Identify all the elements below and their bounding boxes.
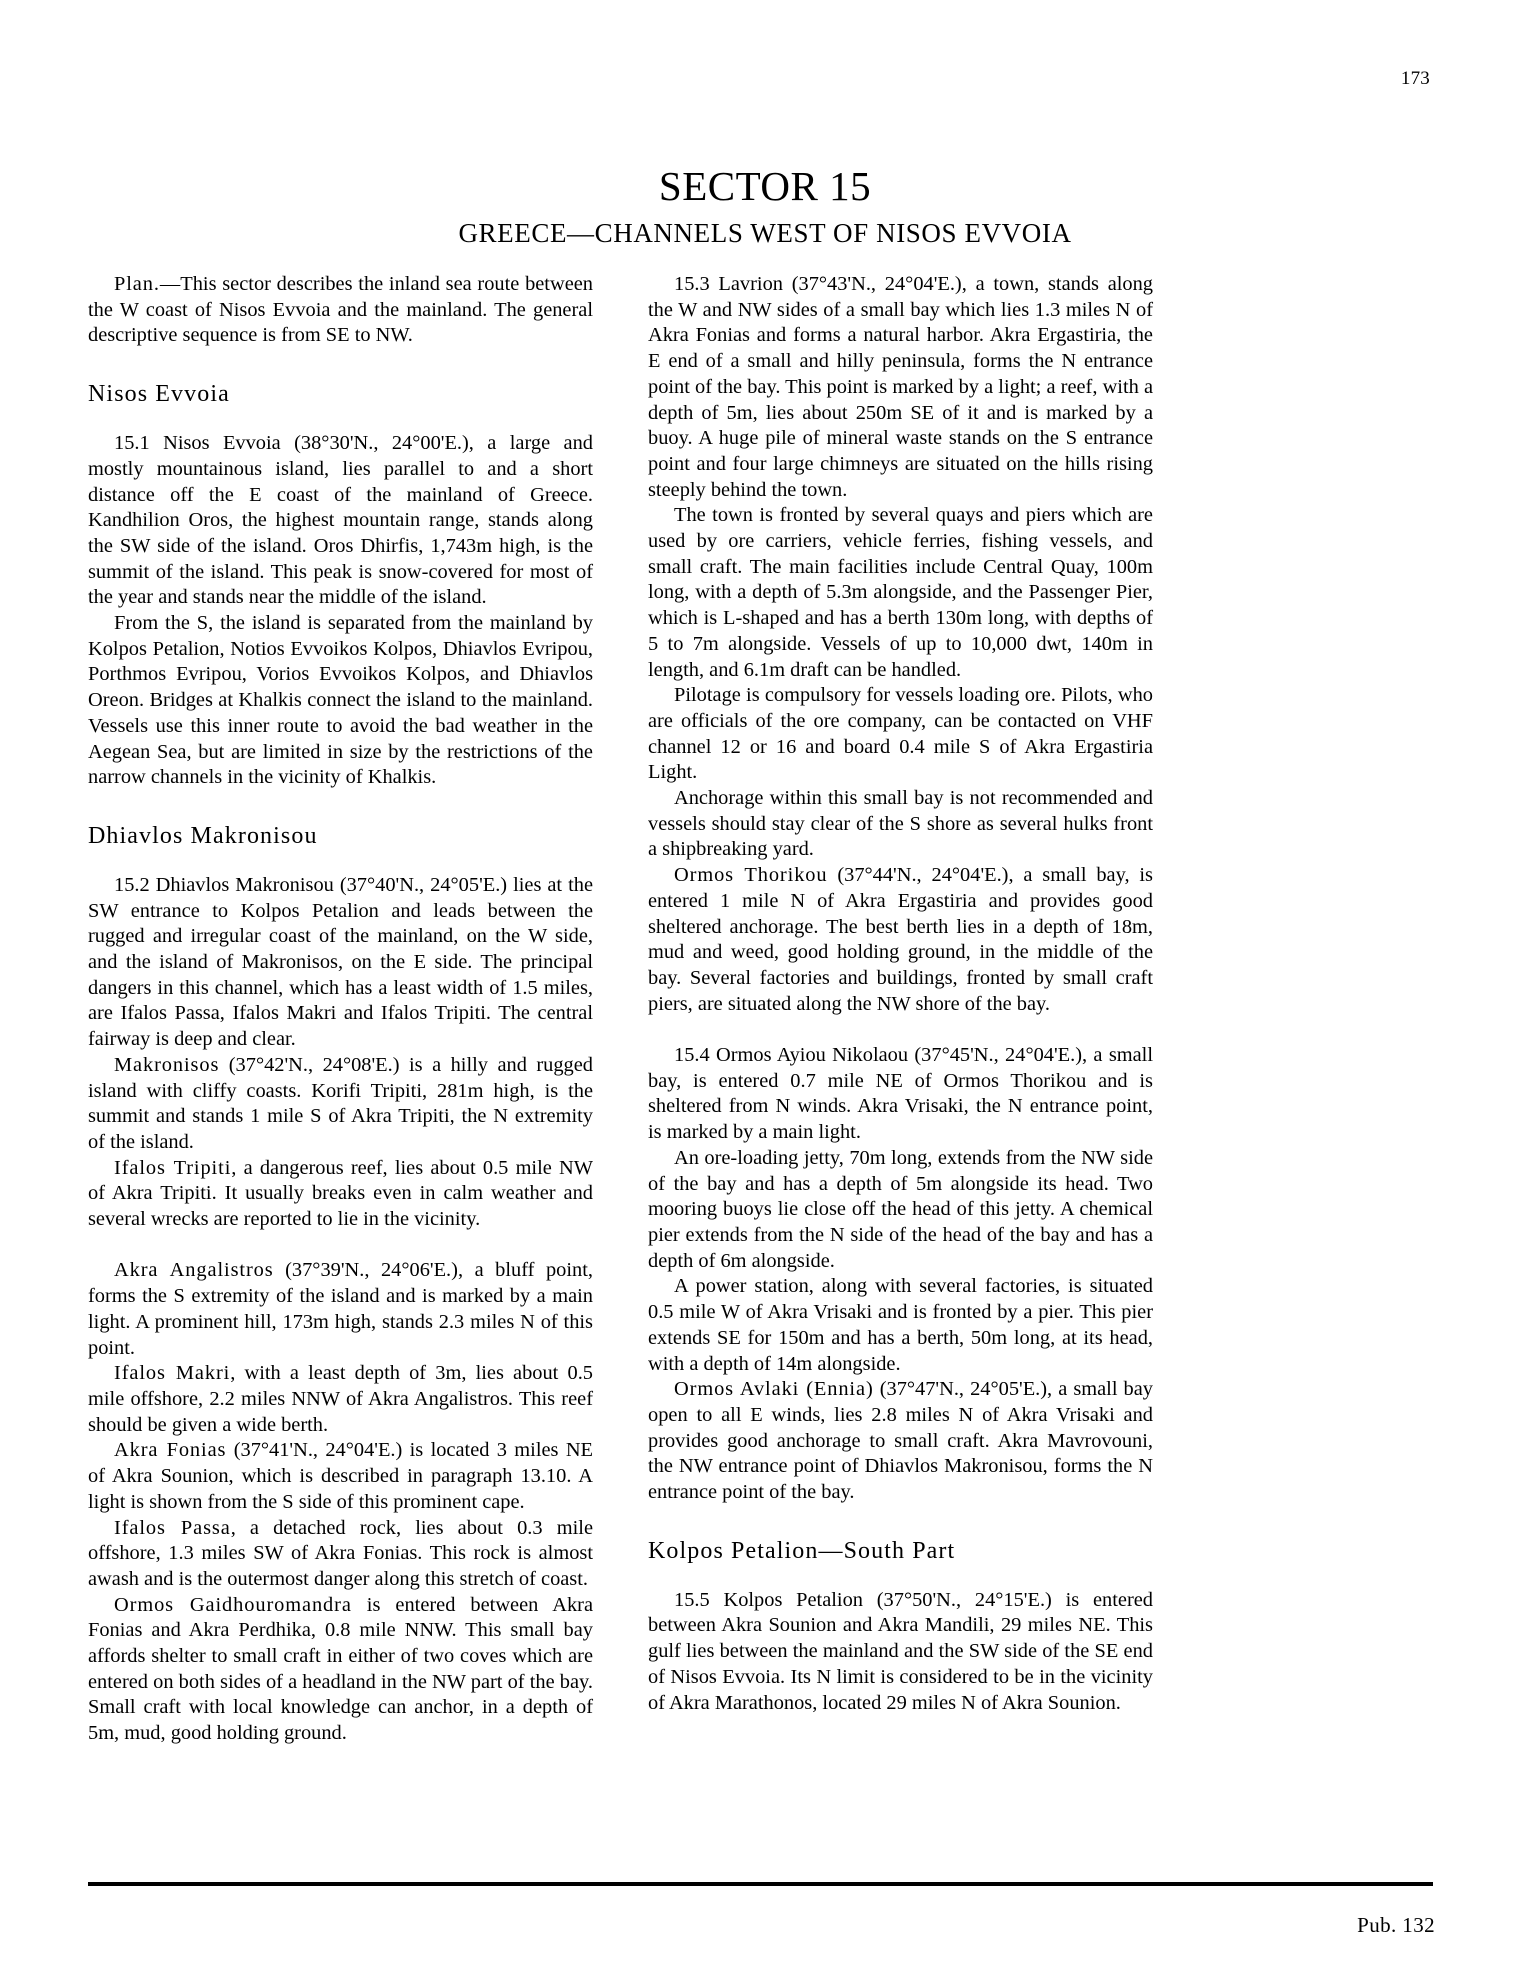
ormos-gaidhouromandra-text: is entered between Akra Fonias and Akra Perdhika, 0.8 mile NNW. This small bay affords shelter to small craft in either of two coves which are entered on both sides of a headland in the NW part of the bay. Small craft with local knowledge can anchor, in a depth of 5m, mud, good holding ground. [88, 1593, 593, 1745]
ifalos-passa-lead: Ifalos Passa [114, 1516, 231, 1539]
ormos-avlaki-text: (37°47'N., 24°05'E.), a small bay open to all E winds, lies 2.8 miles N of Akra Vrisaki and provides good anchorage to small craft. Akra Mavrovouni, the NW entrance point of Dhiavlos Makronisou, forms the N entrance point of the bay. [648, 1378, 1154, 1504]
paragraph-anchorage: Anchorage within this small bay is not recommended and vessels should stay clear of the S shore as several hulks front a shipbreaking yard. [648, 787, 1153, 861]
ormos-thorikou-lead: Ormos Thorikou [674, 864, 828, 887]
right-column [648, 272, 1153, 1872]
paragraph-akra-fonias [88, 1438, 593, 1515]
paragraph-ormos-gaidhouromandra [88, 1593, 593, 1747]
akra-fonias-text: (37°41'N., 24°04'E.) is located 3 miles NE of Akra Sounion, which is described in paragraph 13.10. A light is shown from the S side of this prominent cape. [88, 1439, 593, 1513]
paragraph-15-4: 15.4 Ormos Ayiou Nikolaou (37°45'N., 24°04'E.), a small bay, is entered 0.7 mile NE of Ormos Thorikou and is sheltered from N winds. Akra Vrisaki, the N entrance point, is marked by a main light. [648, 1044, 1153, 1144]
makronisos-text: (37°42'N., 24°08'E.) is a hilly and rugged island with cliffy coasts. Korifi Tripiti, 281m high, is the summit and stands 1 mile S of Akra Tripiti, the N extremity of the island. [88, 1053, 593, 1153]
paragraph-ormos-thorikou [648, 863, 1153, 1017]
paragraph-ifalos-makri [88, 1361, 593, 1438]
paragraph-power-station: A power station, along with several factories, is situated 0.5 mile W of Akra Vrisaki and is fronted by a pier. This pier extends SE for 150m and has a berth, 50m long, at its head, with a depth of 14m alongside. [648, 1275, 1153, 1375]
paragraph-ormos-avlaki [648, 1377, 1153, 1506]
paragraph-15-3: 15.3 Lavrion (37°43'N., 24°04'E.), a town, stands along the W and NW sides of a small bay which lies 1.3 miles N of Akra Fonias and forms a natural harbor. Akra Ergastiria, the E end of a small and hilly peninsula, forms the N entrance point of the bay. This point is marked by a light; a reef, with a depth of 5m, lies about 250m SE of it and is marked by a buoy. A huge pile of mineral waste stands on the S entrance point and four large chimneys are situated on the hills rising steeply behind the town. [648, 273, 1153, 501]
heading-nisos-evvoia: Nisos Evvoia [88, 381, 230, 408]
akra-fonias-lead: Akra Fonias [114, 1439, 227, 1462]
paragraph-akra-angalistros [88, 1258, 593, 1361]
ormos-thorikou-text: (37°44'N., 24°04'E.), a small bay, is entered 1 mile N of Akra Ergastiria and provides good sheltered anchorage. The best berth lies in a depth of 18m, mud and weed, good holding ground, in the middle of the bay. Several factories and buildings, fronted by small craft piers, are situated along the NW shore of the bay. [648, 864, 1153, 1015]
paragraph-15-1: 15.1 Nisos Evvoia (38°30'N., 24°00'E.), a large and mostly mountainous island, lies parallel to and a short distance off the E coast of the mainland of Greece. Kandhilion Oros, the highest mountain range, stands along the SW side of the island. Oros Dhirfis, 1,743m high, is the summit of the island. This peak is snow-covered for most of the year and stands near the middle of the island. [88, 432, 593, 609]
paragraph-pilotage: Pilotage is compulsory for vessels loading ore. Pilots, who are officials of the ore company, can be contacted on VHF channel 12 or 16 and board 0.4 mile S of Akra Ergastiria Light. [648, 684, 1153, 784]
paragraph-ore-loading-jetty: An ore-loading jetty, 70m long, extends from the NW side of the bay and has a depth of 5m alongside its head. Two mooring buoys lie close off the head of this jetty. A chemical pier extends from the N side of the head of the bay and has a depth of 6m alongside. [648, 1146, 1153, 1272]
plan-text: —This sector describes the inland sea route between the W coast of Nisos Evvoia and the mainland. The general descriptive sequence is from SE to NW. [88, 273, 593, 347]
paragraph-makronisos [88, 1053, 593, 1156]
ormos-gaidhouromandra-lead: Ormos Gaidhouromandra [114, 1593, 352, 1616]
ifalos-makri-lead: Ifalos Makri [114, 1362, 231, 1385]
footer-publication: Pub. 132 [1357, 1913, 1435, 1937]
plan-lead: Plan. [114, 273, 160, 295]
paragraph-15-5: 15.5 Kolpos Petalion (37°50'N., 24°15'E.) is entered between Akra Sounion and Akra Mandili, 29 miles NE. This gulf lies between the mainland and the SW side of the SE end of Nisos Evvoia. Its N limit is considered to be in the vicinity of Akra Marathonos, located 29 miles N of Akra Sounion. [648, 1588, 1153, 1714]
ifalos-makri-text: , with a least depth of 3m, lies about 0.5 mile offshore, 2.2 miles NNW of Akra Angalistros. This reef should be given a wide berth. [88, 1362, 594, 1436]
sector-title: SECTOR 15 [658, 163, 872, 210]
ifalos-tripiti-lead: Ifalos Tripiti [114, 1156, 232, 1179]
paragraph-ifalos-passa [88, 1516, 593, 1593]
heading-kolpos-petalion-south-part: Kolpos Petalion—South Part [648, 1537, 956, 1564]
paragraph-ifalos-tripiti [88, 1156, 593, 1233]
heading-dhiavlos-makronisou: Dhiavlos Makronisou [88, 822, 318, 849]
sector-subtitle: GREECE—CHANNELS WEST OF NISOS EVVOIA [458, 218, 1072, 248]
paragraph-town-fronted: The town is fronted by several quays and piers which are used by ore carriers, vehicle ferries, fishing vessels, and small craft. The main facilities include Central Quay, 100m long, with a depth of 5.3m alongside, and the Passenger Pier, which is L-shaped and has a berth 130m long, with depths of 5 to 7m alongside. Vessels of up to 10,000 dwt, 140m in length, and 6.1m draft can be handled. [648, 504, 1153, 681]
akra-angalistros-lead: Akra Angalistros [114, 1259, 274, 1282]
ormos-avlaki-lead: Ormos Avlaki (Ennia) [674, 1378, 874, 1401]
two-column-body [88, 272, 1433, 1872]
ifalos-tripiti-text: , a dangerous reef, lies about 0.5 mile NW of Akra Tripiti. It usually breaks even in calm weather and several wrecks are reported to lie in the vicinity. [88, 1156, 593, 1231]
paragraph-plan [88, 272, 593, 349]
page-number: 173 [1400, 68, 1430, 89]
paragraph-15-2: 15.2 Dhiavlos Makronisou (37°40'N., 24°05'E.) lies at the SW entrance to Kolpos Petalion and leads between the rugged and irregular coast of the mainland, on the W side, and the island of Makronisos, on the E side. The principal dangers in this channel, which has a least width of 1.5 miles, are Ifalos Passa, Ifalos Makri and Ifalos Tripiti. The central fairway is deep and clear. [88, 873, 593, 1051]
paragraph-from-the-s: From the S, the island is separated from the mainland by Kolpos Petalion, Notios Evvoikos Kolpos, Dhiavlos Evripou, Porthmos Evripou, Vorios Evvoikos Kolpos, and Dhiavlos Oreon. Bridges at Khalkis connect the island to the mainland. Vessels use this inner route to avoid the bad weather in the Aegean Sea, but are limited in size by the restrictions of the narrow channels in the vicinity of Khalkis. [88, 612, 593, 789]
ifalos-passa-text: , a detached rock, lies about 0.3 mile offshore, 1.3 miles SW of Akra Fonias. This rock is almost awash and is the outermost danger along this stretch of coast. [88, 1516, 593, 1590]
footer-divider [88, 1882, 1433, 1886]
left-column [88, 272, 593, 1872]
akra-angalistros-text: (37°39'N., 24°06'E.), a bluff point, forms the S extremity of the island and is marked by a main light. A prominent hill, 173m high, stands 2.3 miles N of this point. [88, 1259, 593, 1359]
makronisos-lead: Makronisos [114, 1053, 220, 1076]
